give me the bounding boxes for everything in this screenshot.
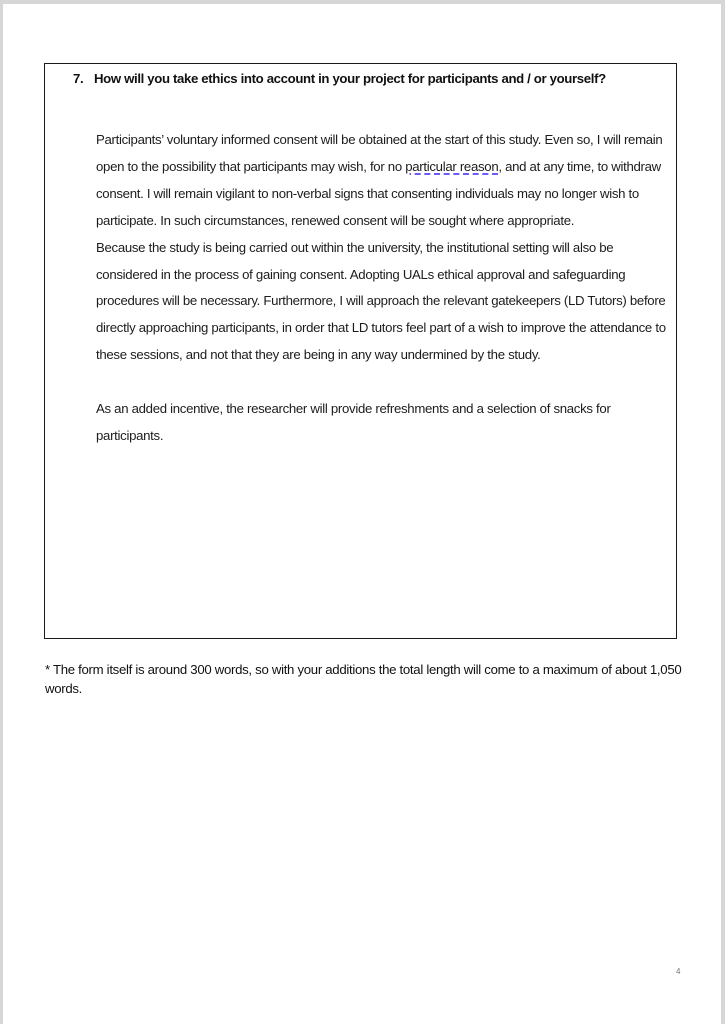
question-number: 7. bbox=[73, 71, 84, 86]
page-number: 4 bbox=[676, 967, 681, 976]
answer-paragraph-1: Participants’ voluntary informed consent will be obtained at the start of this study. Even so, I will remain open to the possibility that participants may wish, for no particular reason, and at any time, to withdraw consent. I will remain vigilant to non-verbal signs that consenting individuals may no longer wish to participate. In such circumstances, renewed consent will be sought where appropriate. bbox=[96, 132, 663, 228]
document-page bbox=[3, 4, 721, 1024]
footnote: * The form itself is around 300 words, so with your additions the total length will come to a maximum of about 1,050 words. bbox=[45, 662, 682, 696]
answer-text[interactable] bbox=[96, 127, 676, 450]
paragraph-spacer bbox=[96, 369, 676, 396]
question-heading bbox=[73, 71, 606, 86]
question-box bbox=[44, 63, 677, 639]
answer-paragraph-3: As an added incentive, the researcher will provide refreshments and a selection of snacks for participants. bbox=[96, 401, 611, 443]
grammar-suggestion-underline[interactable]: particular reason bbox=[405, 158, 499, 174]
answer-paragraph-2: Because the study is being carried out within the university, the institutional setting will also be considered in the process of gaining consent. Adopting UALs ethical approval and safeguarding procedures will be necessary. Furthermore, I will approach the relevant gatekeepers (LD Tutors) before directly approaching participants, in order that LD tutors feel part of a wish to improve the attendance to these sessions, and not that they are being in any way undermined by the study. bbox=[96, 239, 666, 363]
question-text: How will you take ethics into account in your project for participants and / or yourself? bbox=[94, 71, 606, 86]
